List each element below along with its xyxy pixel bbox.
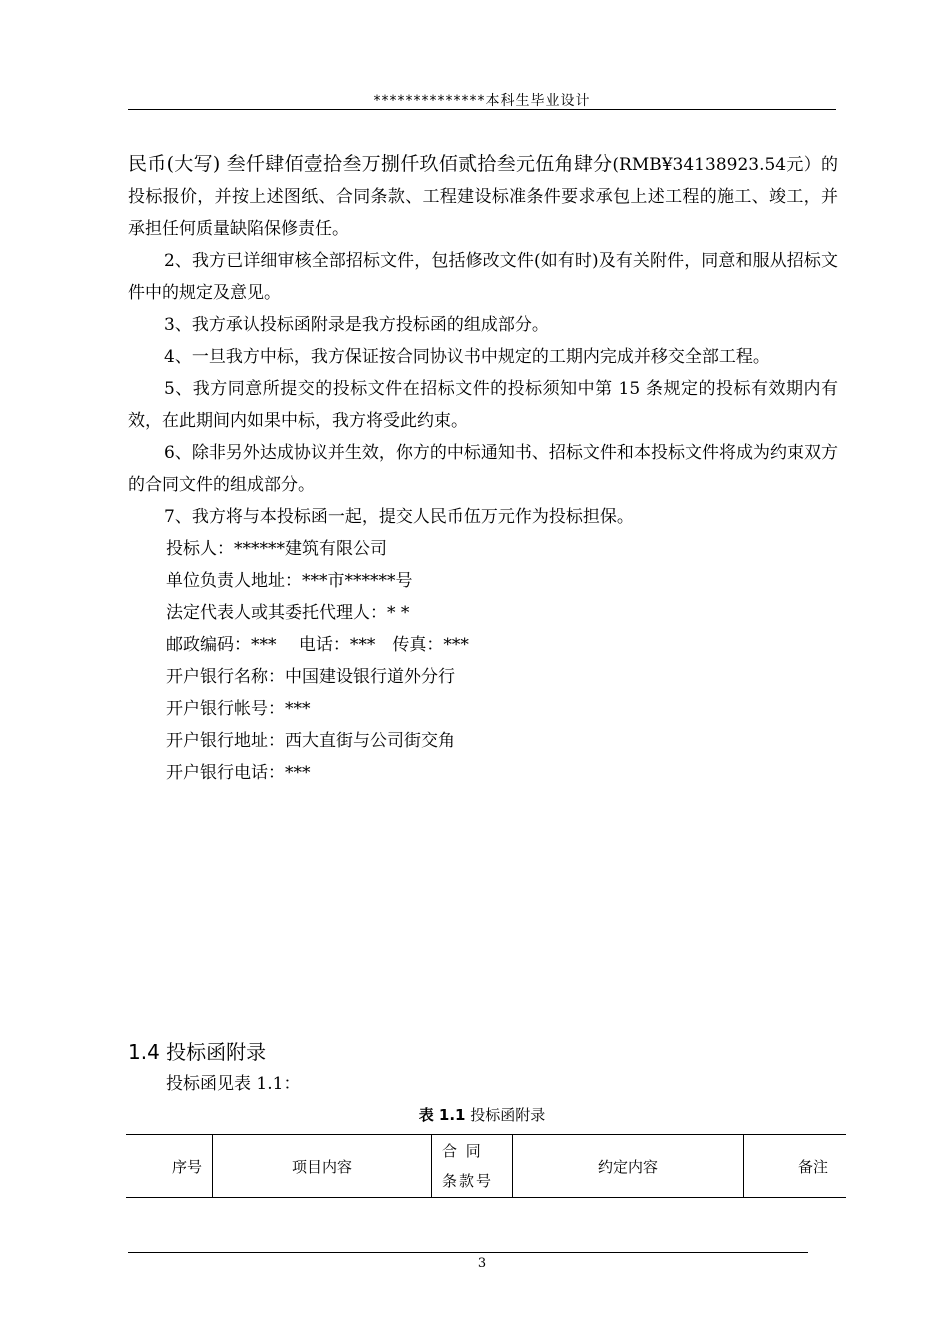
paragraph-3: 3、我方承认投标函附录是我方投标函的组成部分。 [164, 315, 549, 335]
table-caption-label: 表 1.1 [418, 1106, 466, 1124]
header-clause-line-2: 条款号 [442, 1172, 494, 1190]
paragraph-4: 4、一旦我方中标，我方保证按合同协议书中规定的工期内完成并移交全部工程。 [164, 347, 770, 367]
table-caption-text: 投标函附录 [465, 1106, 546, 1124]
footer-rule [128, 1252, 808, 1253]
header-remarks: 备注 [744, 1135, 847, 1198]
page-number: 3 [477, 1256, 487, 1271]
header-agreed: 约定内容 [513, 1135, 744, 1198]
paragraph-1-rest: 元）的投标报价，并按上述图纸、合同条款、工程建设标准条件要求承包上述工程的施工、竣工，并承担任何质量缺陷保修责任。 [128, 155, 838, 239]
bank-account-line: 开户银行帐号：*** [166, 699, 311, 719]
bank-address-line: 开户银行地址：西大直街与公司街交角 [166, 731, 455, 751]
paragraph-6: 6、除非另外达成协议并生效，你方的中标通知书、招标文件和本投标文件将成为约束双方的合同文件的组成部分。 [128, 443, 838, 495]
representative-line: 法定代表人或其委托代理人：* * [166, 603, 410, 623]
bank-name-line: 开户银行名称：中国建设银行道外分行 [166, 667, 455, 687]
paragraph-5: 5、我方同意所提交的投标文件在招标文件的投标须知中第 15 条规定的投标有效期内有效，在此期间内如果中标，我方将受此约束。 [128, 379, 838, 431]
address-line: 单位负责人地址：***市******号 [166, 571, 413, 591]
section-intro: 投标函见表 1.1： [166, 1074, 301, 1094]
section-title: 1.4 投标函附录 [128, 1040, 267, 1064]
amount-words: 民币(大写) 叁仟肆佰壹拾叁万捌仟玖佰贰拾叁元伍角肆分 [128, 153, 613, 175]
header-rule [128, 109, 836, 110]
appendix-table [126, 1134, 846, 1198]
header-clause [432, 1135, 513, 1198]
paragraph-1 [128, 148, 838, 245]
amount-figures: (RMB¥34138923.54 [612, 155, 787, 175]
table-caption [128, 1104, 836, 1125]
bidder-line: 投标人：******建筑有限公司 [166, 539, 387, 559]
contact-line: 邮政编码：*** 电话：*** 传真：*** [166, 635, 469, 655]
table-header-row [126, 1135, 846, 1198]
header-serial: 序号 [126, 1135, 213, 1198]
paragraph-2: 2、我方已详细审核全部招标文件，包括修改文件(如有时)及有关附件，同意和服从招标文件中的规定及意见。 [128, 251, 838, 303]
body-text [128, 148, 838, 789]
bank-phone-line: 开户银行电话：*** [166, 763, 311, 783]
paragraph-7: 7、我方将与本投标函一起，提交人民币伍万元作为投标担保。 [164, 507, 634, 527]
page-header: **************本科生毕业设计 [373, 93, 591, 109]
header-clause-line-1: 合 同 [442, 1142, 483, 1160]
header-item: 项目内容 [213, 1135, 432, 1198]
